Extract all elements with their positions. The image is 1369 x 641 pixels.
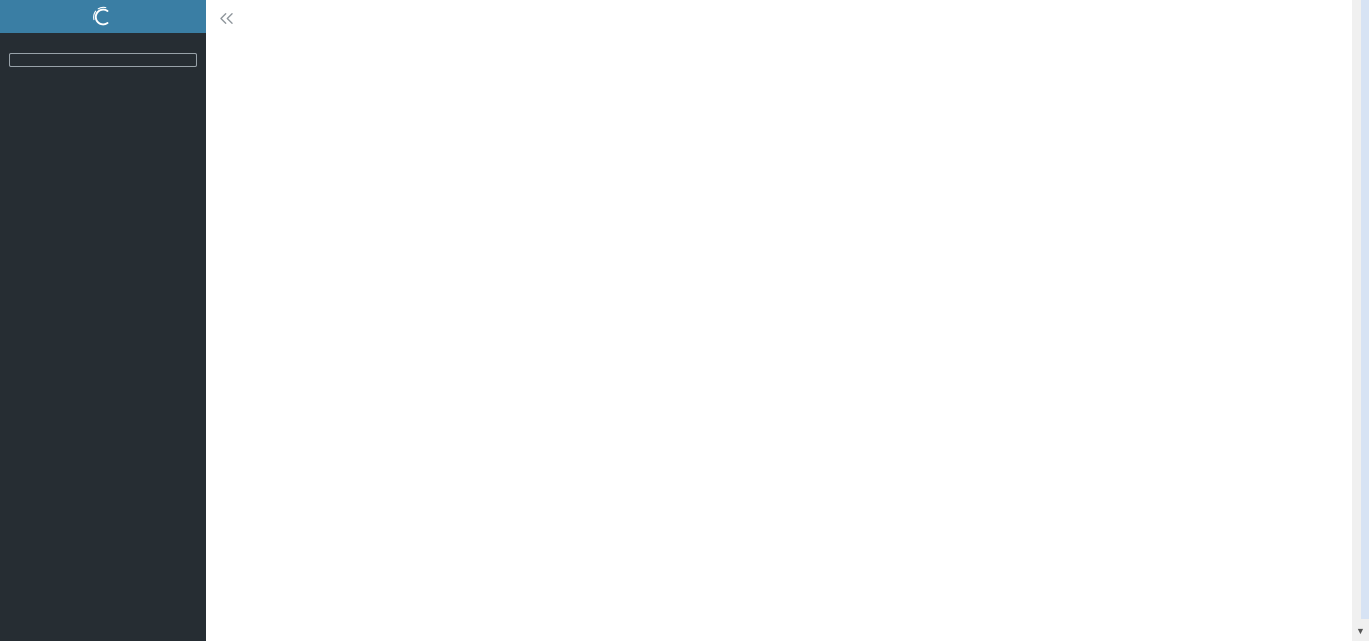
- vertical-scrollbar[interactable]: [1352, 0, 1369, 641]
- app-logo: [0, 0, 206, 33]
- connect-logo-icon: [91, 5, 115, 29]
- scrollbar-thumb[interactable]: [1361, 0, 1369, 619]
- sidebar: [0, 0, 206, 641]
- scrollbar-down-icon[interactable]: ▼: [1352, 620, 1369, 641]
- tab-bar: [206, 0, 1369, 36]
- qualidade-button[interactable]: [9, 53, 197, 67]
- collapse-tabs-icon[interactable]: [206, 0, 246, 36]
- sidebar-nav: [0, 33, 206, 40]
- content-area: [206, 36, 1369, 641]
- main-area: [206, 0, 1369, 641]
